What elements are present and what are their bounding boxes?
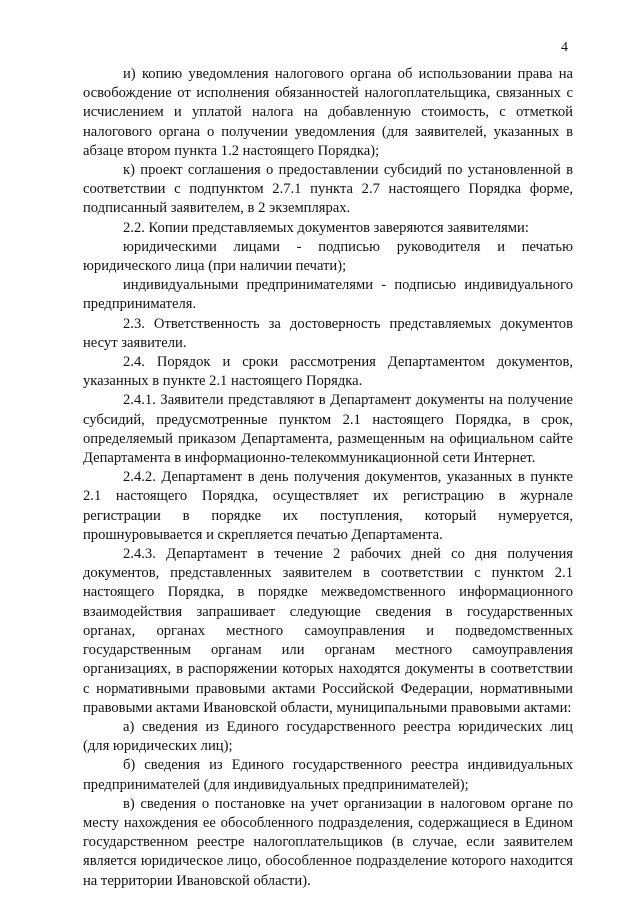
paragraph-item-i: и) копию уведомления налогового органа об использовании права на освобождение от исполнения обязанностей налогоплательщика, связанных с исчислением и уплатой налога на добавленную стоимость, с отметкой налогового органа о получении уведомления (для заявителей, указанных в абзаце втором пункта 1.2 настоящего Порядка); (83, 66, 573, 159)
paragraph-item-b: б) сведения из Единого государственного реестра индивидуальных предпринимателей (для индивидуальных предпринимателей); (83, 757, 573, 793)
paragraph-item-a: а) сведения из Единого государственного реестра юридических лиц (для юридических лиц); (83, 718, 573, 755)
paragraph-legal-entities: юридическими лицами - подписью руководителя и печатью юридического лица (при наличии печати); (83, 238, 573, 275)
paragraph-2-4-1: 2.4.1. Заявители представляют в Департамент документы на получение субсидий, предусмотренные пунктом 2.1 настоящего Порядка, в срок, определяемый приказом Департамента, размещенным на официальном сайте Департамента в информационно-телекоммуникационной сети Интернет. (83, 392, 573, 467)
paragraph-2-4-3: 2.4.3. Департамент в течение 2 рабочих дней со дня получения документов, представленных заявителем в соответствии с пунктом 2.1 настоящего Порядка, в порядке межведомственного информационного взаимодействия запрашивает следующие сведения в государственных органах, органах местного самоуправления и подведомственных государственным органам или органам местного самоуправления организациях, в распоряжении которых находятся документы в соответствии с нормативными правовыми актами Российской Федерации, нормативными правовыми актами Ивановской области, муниципальными правовыми актами: (83, 546, 573, 716)
document-body (83, 65, 573, 891)
paragraph-item-k: к) проект соглашения о предоставлении субсидий по установленной в соответствии с подпунктом 2.7.1 пункта 2.7 настоящего Порядка форме, подписанный заявителем, в 2 экземплярах. (83, 162, 573, 217)
paragraph-2-2: 2.2. Копии представляемых документов заверяются заявителями: (123, 219, 529, 236)
page-number: 4 (561, 40, 568, 55)
paragraph-2-4-2: 2.4.2. Департамент в день получения документов, указанных в пункте 2.1 настоящего Порядка, осуществляет их регистрацию в журнале регистрации в порядке их поступления, который нумеруется, прошнуровывается и скрепляется печатью Департамента. (83, 469, 573, 543)
paragraph-item-v: в) сведения о постановке на учет организации в налоговом органе по месту нахождения ее обособленного подразделения, содержащиеся в Едином государственном реестре налогоплательщиков (в случае, если заявителем является юридическое лицо, обособленное подразделение которого находится на территории Ивановской области). (83, 795, 573, 889)
paragraph-2-4: 2.4. Порядок и сроки рассмотрения Департаментом документов, указанных в пункте 2.1 настоящего Порядка. (83, 354, 573, 390)
paragraph-entrepreneurs: индивидуальными предпринимателями - подписью индивидуального предпринимателя. (83, 277, 573, 313)
paragraph-2-3: 2.3. Ответственность за достоверность представляемых документов несут заявители. (83, 315, 573, 351)
